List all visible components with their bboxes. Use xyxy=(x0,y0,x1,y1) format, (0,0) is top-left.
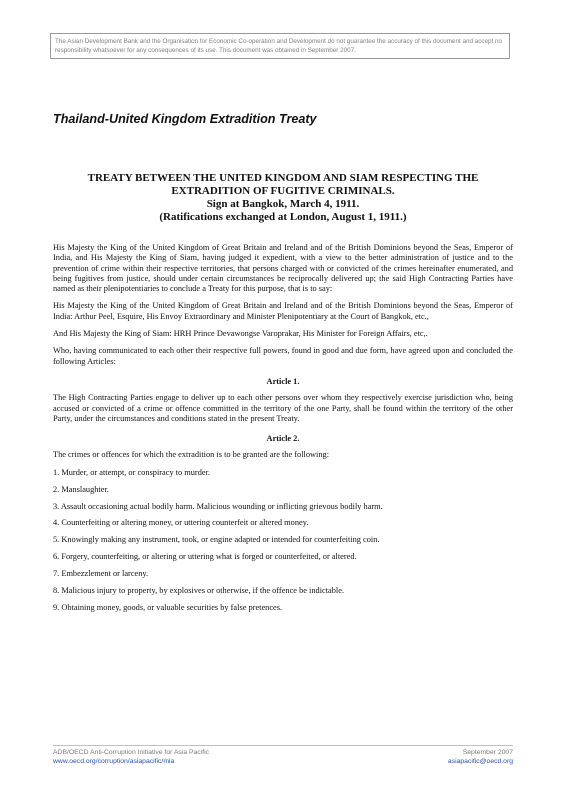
article-1-title: Article 1. xyxy=(266,376,300,386)
treaty-heading xyxy=(53,172,513,224)
footer-email-link[interactable]: asiapacific@oecd.org xyxy=(447,758,513,765)
list-item: 4. Counterfeiting or altering money, or uttering counterfeit or altered money. xyxy=(53,518,309,528)
list-item: 7. Embezzlement or larceny. xyxy=(53,569,149,579)
agreement-paragraph: Who, having communicated to each other their respective full powers, found in good and due form, have agreed upon and concluded the following Articles: xyxy=(53,346,513,366)
document-title: Thailand-United Kingdom Extradition Treaty xyxy=(53,112,317,126)
list-item: 8. Malicious injury to property, by explosives or otherwise, if the offence be indictable. xyxy=(53,585,345,595)
disclaimer-text: The Asian Development Bank and the Organisation for Economic Co-operation and Development do not guarantee the accuracy of this document and accept no responsibility whatsoever for any consequences of its use. This document was obtained in September 2007. xyxy=(55,38,503,54)
page-footer xyxy=(53,745,513,766)
list-item: 1. Murder, or attempt, or conspiracy to murder. xyxy=(53,467,210,477)
article-2-intro: The crimes or offences for which the extradition is to be granted are the following: xyxy=(53,450,330,460)
list-item: 9. Obtaining money, goods, or valuable securities by false pretences. xyxy=(53,602,283,612)
treaty-body xyxy=(53,243,513,620)
article-2-title: Article 2. xyxy=(266,434,300,444)
heading-line-2: EXTRADITION OF FUGITIVE CRIMINALS. xyxy=(171,185,395,197)
siam-plenipotentiary-paragraph: And His Majesty the King of Siam: HRH Prince Devawongse Varoprakar, His Minister for Foreign Affairs, etc,. xyxy=(53,329,428,339)
disclaimer-box xyxy=(50,33,510,59)
heading-line-1: TREATY BETWEEN THE UNITED KINGDOM AND SIAM RESPECTING THE xyxy=(87,172,479,184)
preamble-paragraph: His Majesty the King of the United Kingdom of Great Britain and Ireland and of the British Dominions beyond the Seas, Emperor of India, and His Majesty the King of Siam, having judged it expedient, with a view to the better administration of justice and to the prevention of crime within their respective territories, that persons charged with or convicted of the crimes hereinafter enumerated, and being fugitives from justice, should under certain circumstances be reciprocally delivered up; the said High Contracting Parties have named as their plenipotentiaries to conclude a Treaty for this purpose, that is to say: xyxy=(53,243,513,294)
heading-line-4: (Ratifications exchanged at London, August 1, 1911.) xyxy=(159,211,407,223)
list-item: 5. Knowingly making any instrument, took, or engine adapted or intended for counterfeiting coin. xyxy=(53,535,380,545)
footer-date: September 2007 xyxy=(462,749,513,756)
heading-line-3: Sign at Bangkok, March 4, 1911. xyxy=(206,198,360,210)
footer-initiative: ADB/OECD Anti-Corruption Initiative for Asia Pacific xyxy=(53,749,210,756)
uk-plenipotentiary-paragraph: His Majesty the King of the United Kingdom of Great Britain and Ireland and of the British Dominions beyond the Seas, Emperor of India: Arthur Peel, Esquire, His Envoy Extraordinary and Minister Plenipotentiary at the Court of Bangkok, etc., xyxy=(53,301,513,321)
article-1-text: The High Contracting Parties engage to deliver up to each other persons over whom they respectively exercise jurisdiction who, being accused or convicted of a crime or offence committed in the territory of the one Party, shall be found within the territory of the other Party, under the circumstances and conditions stated in the present Treaty. xyxy=(53,393,513,423)
list-item: 3. Assault occasioning actual bodily harm. Malicious wounding or inflicting grievous bodily harm. xyxy=(53,501,383,511)
footer-mla-link[interactable]: www.oecd.org/corruption/asiapacific/mla xyxy=(53,758,175,765)
list-item: 2. Manslaughter. xyxy=(53,484,109,494)
list-item: 6. Forgery, counterfeiting, or altering or uttering what is forged or counterfeited, or altered. xyxy=(53,552,357,562)
